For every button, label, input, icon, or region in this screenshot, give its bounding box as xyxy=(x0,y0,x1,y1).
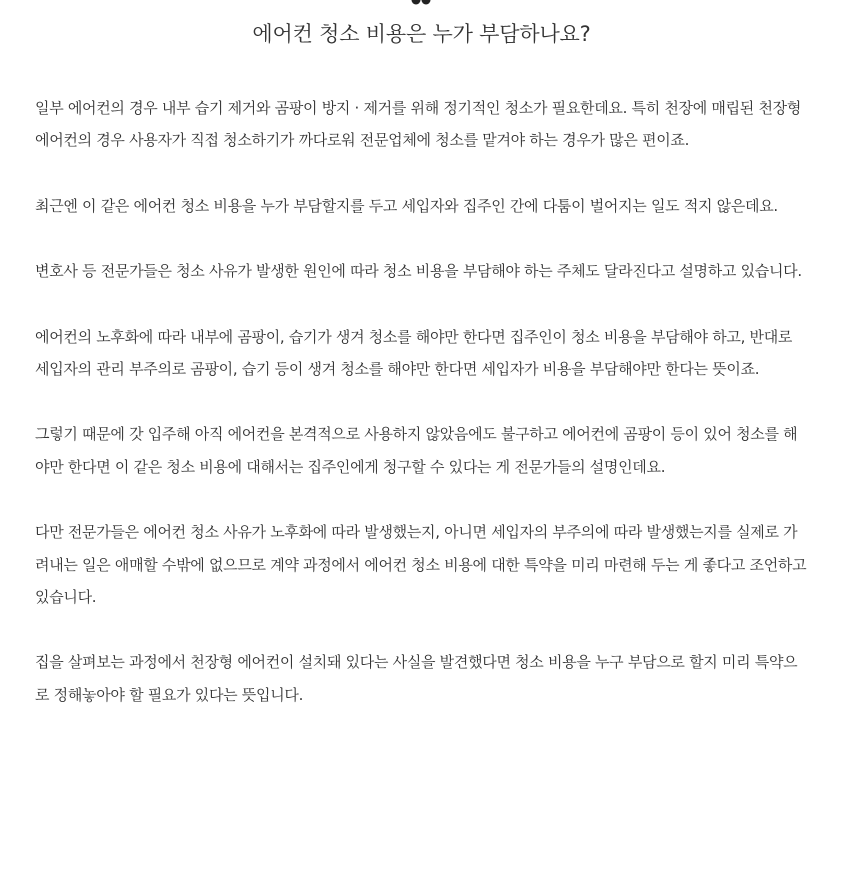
article-body xyxy=(35,92,810,744)
article-paragraph: 에어컨의 노후화에 따라 내부에 곰팡이, 습기가 생겨 청소를 해야만 한다면 집주인이 청소 비용을 부담해야 하고, 반대로 세입자의 관리 부주의로 곰팡이, 습기 등이 생겨 청소를 해야만 한다면 세입자가 비용을 부담해야만 한다는 뜻이죠. xyxy=(35,327,793,379)
article-paragraph: 일부 에어컨의 경우 내부 습기 제거와 곰팡이 방지 · 제거를 위해 정기적인 청소가 필요한데요. 특히 천장에 매립된 천장형 에어컨의 경우 사용자가 직접 청소하기가 까다로워 전문업체에 청소를 맡겨야 하는 경우가 많은 편이죠. xyxy=(35,99,802,150)
article-paragraph: 집을 살펴보는 과정에서 천장형 에어컨이 설치돼 있다는 사실을 발견했다면 청소 비용을 누구 부담으로 할지 미리 특약으로 정해놓아야 할 필요가 있다는 뜻입니다. xyxy=(35,653,798,704)
article-paragraph: 그렇기 때문에 갓 입주해 아직 에어컨을 본격적으로 사용하지 않았음에도 불구하고 에어컨에 곰팡이 등이 있어 청소를 해야만 한다면 이 같은 청소 비용에 대해서는 집주인에게 청구할 수 있다는 게 전문가들의 설명인데요. xyxy=(35,425,798,476)
article-paragraph: 다만 전문가들은 에어컨 청소 사유가 노후화에 따라 발생했는지, 아니면 세입자의 부주의에 따라 발생했는지를 실제로 가려내는 일은 애매할 수밖에 없으므로 계약 과정에서 에어컨 청소 비용에 대한 특약을 미리 마련해 두는 게 좋다고 조언하고 있습니다. xyxy=(35,523,807,607)
article-title: 에어컨 청소 비용은 누가 부담하나요? xyxy=(252,22,591,46)
article-paragraph: 변호사 등 전문가들은 청소 사유가 발생한 원인에 따라 청소 비용을 부담해야 하는 주체도 달라진다고 설명하고 있습니다. xyxy=(35,262,802,281)
quote-mark-icon xyxy=(409,0,433,6)
article-paragraph: 최근엔 이 같은 에어컨 청소 비용을 누가 부담할지를 두고 세입자와 집주인 간에 다툼이 벌어지는 일도 적지 않은데요. xyxy=(35,196,778,215)
